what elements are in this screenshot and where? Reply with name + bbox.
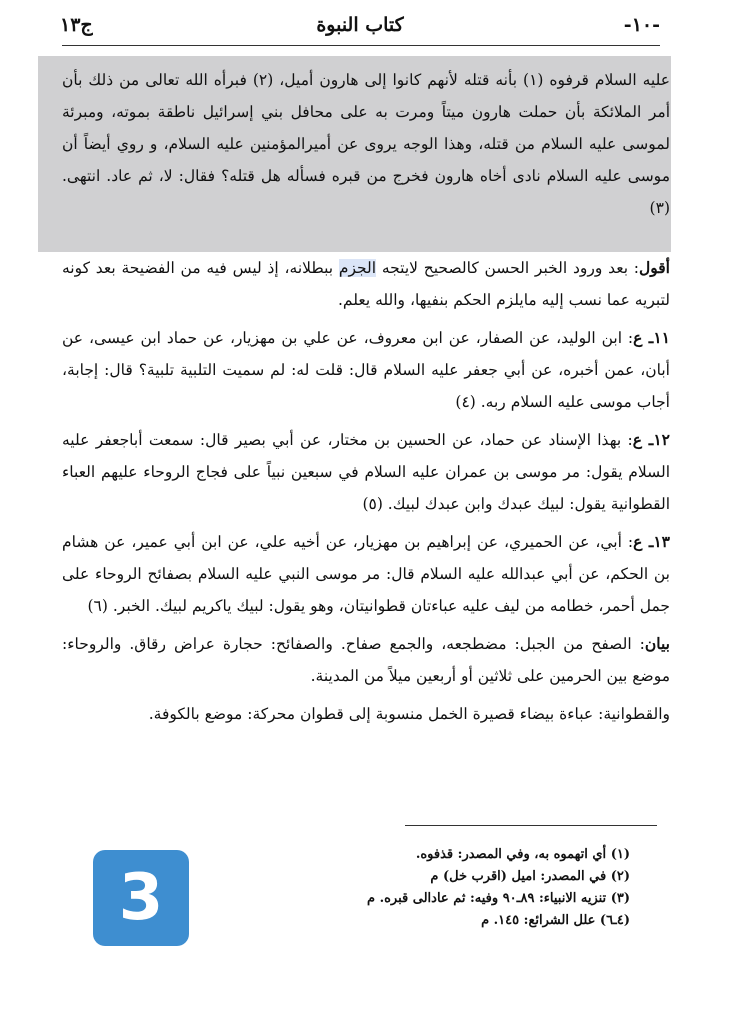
paragraph-lead: بيان [644,634,670,653]
footnote: (١) أي اتهموه به، وفي المصدر: قذفوه. [415,847,630,862]
paragraph-lead: ١٣ـ ع [633,532,671,551]
footnote: (٢) في المصدر: اميل (اقرب خل) م [430,869,630,884]
paragraph-text: : بهذا الإسناد عن حماد، عن الحسين بن مختار، عن أبي بصير قال: سمعت أباجعفر عليه السلام يقول: مر موسى بن عمران عليه السلام في سبعين نبياً على فجاج الروحاء عليهم العباء القطوانية يقول: لبيك عبدك وابن عبدك لبيك. (٥) [62,431,670,513]
page-header [60,14,660,44]
paragraph-text: : ابن الوليد، عن الصفار، عن ابن معروف، عن علي بن مهزيار، عن حماد ابن عيسى، عن أبان، عمن أخبره، عن أبي جعفر عليه السلام قال: قلت له: لم سميت التلبية تلبية؟ قال: إجابة، أجاب موسى عليه السلام ربه. (٤) [62,329,670,411]
header-divider [62,45,660,46]
volume-label: ج١٣ [60,14,93,36]
explanation-qatwaniya [62,698,670,730]
paragraph-text: : الصفح من الجبل: مضطجعه، والجمع صفاح. والصفائح: حجارة عراض رقاق. والروحاء: موضع بين الحرمين على ثلاثين أو أربعين ميلاً من المدينة. [62,635,670,685]
paragraph-lead: والقطوانية [603,705,670,723]
page-number: -١٠- [623,14,660,36]
hadith-12 [62,424,670,520]
book-title: كتاب النبوة [316,14,404,36]
paragraph-text: : أبي، عن الحميري، عن إبراهيم بن مهزيار، عن أخيه علي، عن ابن أبي عمير، عن هشام بن الحكم، عن أبي عبدالله عليه السلام قال: مر موسى النبي عليه السلام بصفائح الروحاء على جمل أحمر، خطامه من ليف عليه عباءتان قطوانيتان، وهو يقول: لبيك ياكريم لبيك. الخبر. (٦) [62,533,670,615]
footnotes [330,844,630,932]
paragraph-text: : بعد ورود الخبر الحسن كالصحيح لايتجه [376,259,639,277]
paragraph-text: ببطلانه، إذ ليس فيه من الفضيحة بعد كونه لتبريه عما نسب إليه مايلزم الحكم بنفيها، والله يعلم. [62,259,670,309]
highlighted-paragraph: عليه السلام قرفوه (١) بأنه قتله لأنهم كانوا إلى هارون أميل، (٢) فبرأه الله تعالى من ذلك بأن أمر الملائكة بأن حملت هارون ميتاً ومرت به على محافل بني إسرائيل ناطقة بموته، ومبرئة لموسى عليه السلام من قتله، وهذا الوجه يروى عن أميرالمؤمنين عليه السلام، و روي أيضاً أن موسى عليه السلام نادى أخاه هارون فخرج من قبره فسأله هل قتله؟ فقال: لا، ثم عاد. انتهى. (٣) [62,71,670,217]
number-badge: 3 [93,850,189,946]
paragraph-lead: ١٢ـ ع [632,430,671,449]
paragraph-text: : عباءة بيضاء قصيرة الخمل منسوبة إلى قطوان محركة: موضع بالكوفة. [148,705,604,723]
footnote: (٣) تنزيه الانبياء: ٨٩ـ٩٠ وفيه: ثم عادالى قبره. م [367,891,630,906]
highlighted-text-block[interactable] [62,64,670,230]
main-text [62,252,670,736]
hadith-11 [62,322,670,418]
footnote: (٤ـ٦) علل الشرائع: ١٤٥. م [481,913,630,928]
paragraph-lead: أقول [639,258,670,277]
footnote-divider [405,825,657,826]
hadith-13 [62,526,670,622]
highlighted-word[interactable]: الجزم [338,259,377,277]
paragraph-aqulu [62,252,670,316]
paragraph-lead: ١١ـ ع [633,328,670,347]
explanation [62,628,670,692]
